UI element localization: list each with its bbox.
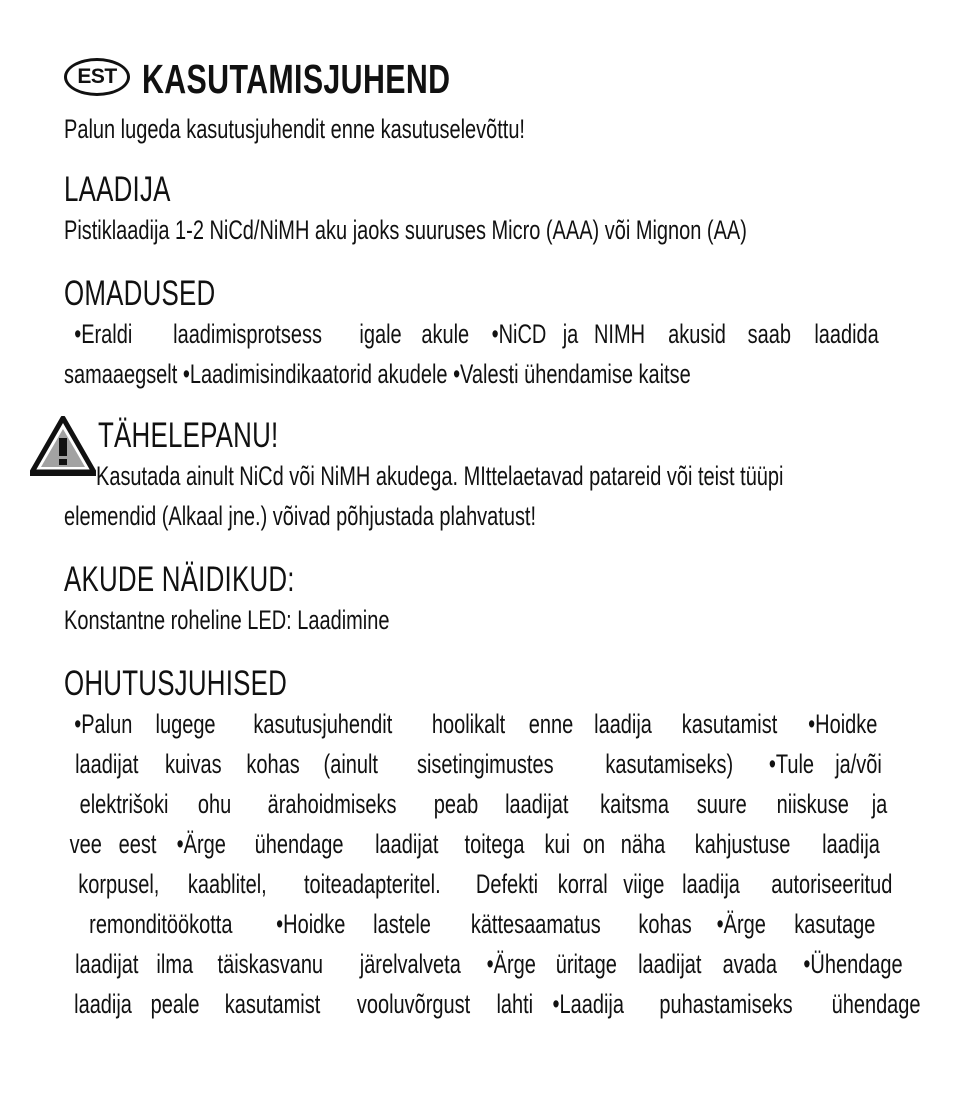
word: lastele (373, 909, 432, 939)
word: ärahoidmiseks (267, 789, 397, 819)
safety-line (64, 984, 921, 1024)
indicators-heading (64, 560, 890, 600)
charger-heading-text: LAADIJA (64, 170, 171, 209)
word: laadimisprotsess (172, 319, 322, 349)
word: kohas (638, 909, 693, 939)
safety-line (64, 744, 890, 784)
word: ühendage (254, 829, 344, 859)
word: avada (722, 949, 777, 979)
word: on (582, 829, 605, 859)
word: (ainult (323, 749, 379, 779)
word: kasutamist (681, 709, 777, 739)
word: toitega (464, 829, 525, 859)
indicators-heading-text: AKUDE NÄIDIKUD: (64, 560, 295, 599)
subtitle-text: Palun lugeda kasutusjuhendit enne kasutuselevõttu! (64, 114, 525, 144)
word: enne (528, 709, 574, 739)
word: kui (544, 829, 570, 859)
word: suure (697, 789, 748, 819)
word: kasutage (794, 909, 876, 939)
word: laadijat (75, 749, 139, 779)
language-badge: EST (64, 58, 130, 96)
word: ilma (155, 949, 193, 979)
word: korral (557, 869, 608, 899)
safety-line (64, 784, 890, 824)
warning-line-2 (64, 496, 890, 536)
word: toiteadapteritel. (304, 869, 441, 899)
word: •Tule (768, 749, 814, 779)
word: laadijat (638, 949, 702, 979)
word: •Laadija (552, 989, 624, 1019)
word: kahjustuse (694, 829, 791, 859)
warning-heading-text: TÄHELEPANU! (98, 416, 279, 455)
word: autoriseeritud (771, 869, 893, 899)
indicators-text-content: Konstantne roheline LED: Laadimine (64, 605, 390, 635)
word: laadijat (374, 829, 439, 859)
word: akusid (668, 319, 726, 349)
word: •Hoidke (808, 709, 878, 739)
word: •Hoidke (275, 909, 346, 939)
word: NIMH (593, 319, 645, 349)
word: •Palun (74, 709, 133, 739)
word: lugege (155, 709, 216, 739)
word: kasutamiseks) (605, 749, 733, 779)
safety-heading (64, 664, 890, 704)
word: sisetingimustes (416, 749, 554, 779)
charger-text (64, 210, 890, 250)
features-paragraph (64, 314, 890, 394)
page-title: KASUTAMISJUHEND (142, 56, 451, 102)
word: laadijat (75, 949, 139, 979)
word: Defekti (475, 869, 538, 899)
safety-line (64, 904, 890, 944)
features-line (64, 314, 890, 354)
word: täiskasvanu (217, 949, 324, 979)
safety-line (64, 864, 893, 904)
word: •NiCD (491, 319, 546, 349)
safety-paragraph (64, 704, 921, 1024)
features-heading-text: OMADUSED (64, 274, 216, 313)
safety-heading-text: OHUTUSJUHISED (64, 664, 288, 703)
warning-heading (64, 416, 890, 456)
features-heading (64, 274, 890, 314)
word: laadija (682, 869, 740, 899)
word: ja (562, 319, 579, 349)
word: elektrišoki (79, 789, 169, 819)
warning-triangle-icon (30, 416, 96, 476)
warning-line-2-text: elemendid (Alkaal jne.) võivad põhjustada plahvatust! (64, 501, 537, 531)
word: ja/või (835, 749, 882, 779)
title-row (64, 58, 890, 110)
word: kohas (246, 749, 300, 779)
word: •Ärge (176, 829, 226, 859)
word: laadijat (505, 789, 569, 819)
word: niiskuse (776, 789, 849, 819)
word: remonditöökotta (89, 909, 233, 939)
word: peale (150, 989, 200, 1019)
safety-line (64, 824, 890, 864)
word: hoolikalt (432, 709, 506, 739)
word: laadija (594, 709, 652, 739)
warning-block (64, 416, 890, 536)
word: kaablitel, (187, 869, 267, 899)
word: laadija (822, 829, 880, 859)
word: laadida (814, 319, 879, 349)
manual-page (64, 56, 921, 1024)
word: kasutamist (224, 989, 321, 1019)
safety-line (64, 704, 890, 744)
warning-line-1-text: Kasutada ainult NiCd või NiMH akudega. MIttelaetavad patareid või teist tüüpi (96, 461, 784, 491)
word: igale (359, 319, 402, 349)
safety-line (64, 944, 904, 984)
word: laadija (74, 989, 132, 1019)
charger-text-content: Pistiklaadija 1-2 NiCd/NiMH aku jaoks suuruses Micro (AAA) või Mignon (AA) (64, 215, 747, 245)
charger-heading (64, 170, 890, 210)
word: eest (118, 829, 157, 859)
features-line-text: samaaegselt •Laadimisindikaatorid akudele •Valesti ühendamise kaitse (64, 359, 691, 389)
word: saab (747, 319, 792, 349)
word: kasutusjuhendit (253, 709, 393, 739)
word: viige (623, 869, 665, 899)
word: järelvalveta (359, 949, 461, 979)
word: •Ühendage (803, 949, 904, 979)
word: •Ärge (716, 909, 766, 939)
word: •Ärge (486, 949, 537, 979)
word: vee (69, 829, 102, 859)
word: •Eraldi (74, 319, 133, 349)
word: ja (871, 789, 888, 819)
subtitle (64, 112, 890, 146)
word: peab (434, 789, 479, 819)
word: üritage (555, 949, 617, 979)
features-line (64, 354, 890, 394)
indicators-text (64, 600, 890, 640)
word: puhastamiseks (659, 989, 794, 1019)
word: korpusel, (78, 869, 160, 899)
word: ohu (197, 789, 232, 819)
word: kaitsma (599, 789, 669, 819)
word: vooluvõrgust (357, 989, 471, 1019)
warning-line-1 (64, 456, 890, 496)
word: akule (421, 319, 470, 349)
word: lahti (496, 989, 534, 1019)
word: ühendage (832, 989, 921, 1019)
word: näha (621, 829, 666, 859)
word: kättesaamatus (470, 909, 601, 939)
word: kuivas (164, 749, 222, 779)
